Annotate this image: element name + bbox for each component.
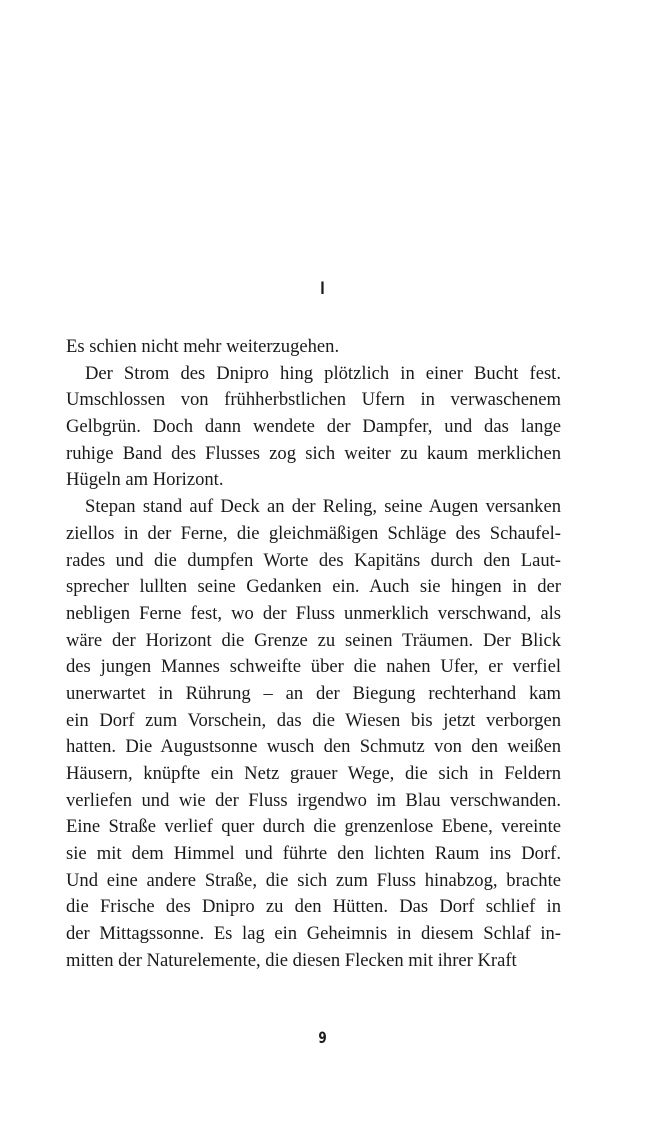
text-line: ziellos in der Ferne, die gleichmäßigen Schläge des Schaufel- — [66, 522, 561, 544]
text-line: Der Strom des Dnipro hing plötzlich in einer Bucht fest. — [85, 362, 561, 384]
text-line: Eine Straße verlief quer durch die grenzenlose Ebene, vereinte — [66, 816, 561, 838]
text-line: sprecher lullten seine Gedanken ein. Auch sie hingen in der — [66, 576, 561, 598]
text-line: Es schien nicht mehr weiterzugehen. — [66, 336, 340, 357]
text-line: die Frische des Dnipro zu den Hütten. Das Dorf schlief in — [66, 896, 561, 918]
paragraph — [66, 334, 561, 361]
paragraph — [66, 361, 561, 494]
text-line: ein Dorf zum Vorschein, das die Wiesen bis jetzt verborgen — [66, 709, 561, 731]
text-line: Und eine andere Straße, die sich zum Fluss hinabzog, brachte — [66, 869, 561, 891]
text-line: wäre der Horizont die Grenze zu seinen Träumen. Der Blick — [66, 629, 561, 651]
text-line: hatten. Die Augustsonne wusch den Schmutz von den weißen — [66, 736, 561, 758]
text-line: Hügeln am Horizont. — [66, 469, 224, 491]
text-line: nebligen Ferne fest, wo der Fluss unmerklich verschwand, als — [66, 602, 561, 624]
body-text — [66, 334, 561, 975]
text-line: ruhige Band des Flusses zog sich weiter zu kaum merklichen — [66, 442, 561, 464]
text-line: unerwartet in Rührung – an der Biegung rechterhand kam — [66, 682, 561, 704]
text-line: sie mit dem Himmel und führte den lichten Raum ins Dorf. — [66, 843, 561, 865]
chapter-number: I — [320, 279, 325, 299]
page-number: 9 — [318, 1028, 327, 1047]
text-line: der Mittagssonne. Es lag ein Geheimnis in diesem Schlaf in- — [66, 923, 561, 945]
text-line: rades und die dumpfen Worte des Kapitäns durch den Laut- — [66, 549, 561, 571]
text-line: des jungen Mannes schweifte über die nahen Ufer, er verfiel — [66, 656, 561, 678]
text-line: verliefen und wie der Fluss irgendwo im Blau verschwanden. — [66, 789, 561, 811]
text-line: Stepan stand auf Deck an der Reling, seine Augen versanken — [85, 496, 561, 518]
text-line: Umschlossen von frühherbstlichen Ufern in verwaschenem — [66, 389, 561, 411]
text-line: Gelbgrün. Doch dann wendete der Dampfer, und das lange — [66, 416, 561, 438]
text-line: mitten der Naturelemente, die diesen Flecken mit ihrer Kraft — [66, 949, 517, 971]
paragraph — [66, 494, 561, 974]
text-line: Häusern, knüpfte ein Netz grauer Wege, die sich in Feldern — [66, 763, 561, 784]
